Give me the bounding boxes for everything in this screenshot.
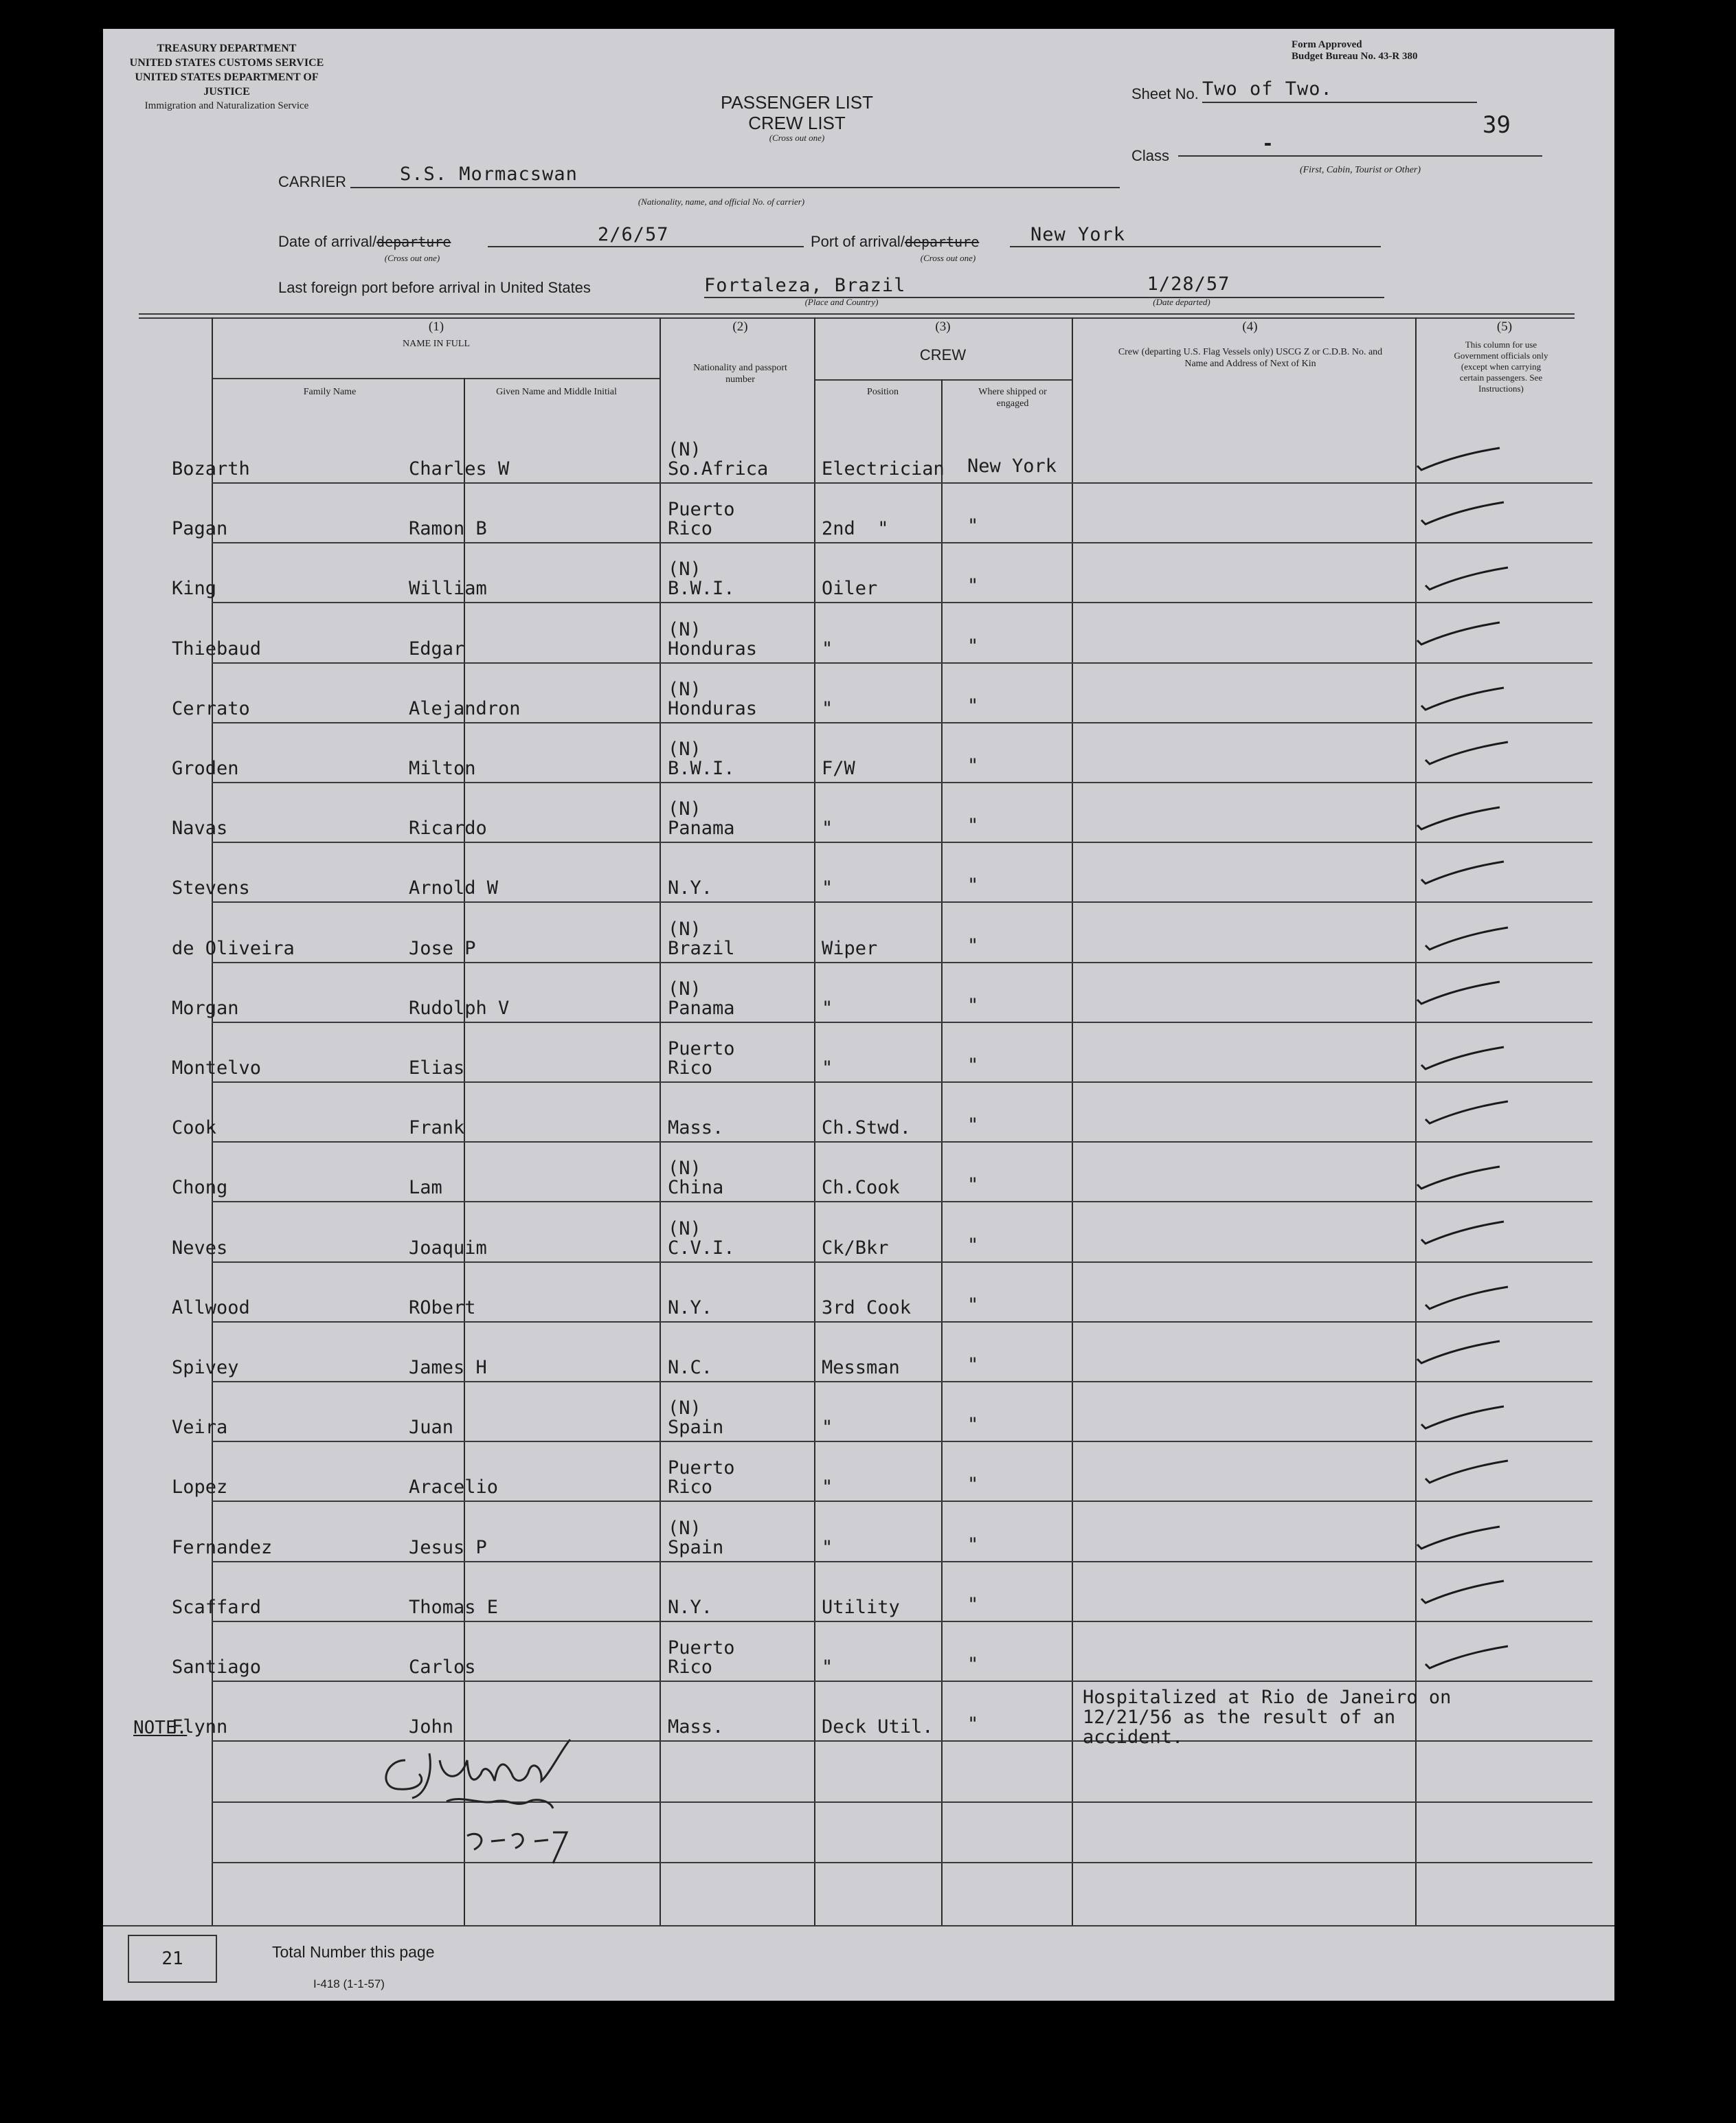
given-name-cell: Frank <box>409 1117 465 1139</box>
row-rule <box>212 1201 1592 1202</box>
checkmark-icon <box>1416 1397 1512 1438</box>
given-name-cell: Lam <box>409 1177 442 1199</box>
nationality-line-1: Puerto <box>668 1637 735 1659</box>
where-shipped-cell: " <box>967 1714 979 1736</box>
col-given-header: Given Name and Middle Initial <box>496 387 617 397</box>
carrier-note: (Nationality, name, and official No. of carrier) <box>638 196 805 207</box>
note-text <box>1083 1687 1451 1747</box>
family-name-cell: Santiago <box>172 1656 262 1678</box>
where-shipped-cell: " <box>967 1055 979 1076</box>
page-number: 39 <box>1483 111 1511 139</box>
col3-number: (3) <box>935 319 951 334</box>
nationality-line-1: (N) <box>668 559 701 581</box>
nationality-line-2: Brazil <box>668 937 735 959</box>
agency-line-4: Immigration and Naturalization Service <box>144 100 309 111</box>
position-cell: Wiper <box>822 937 878 959</box>
given-name-cell: William <box>409 578 487 600</box>
col-where-header: Where shipped or engaged <box>978 387 1047 409</box>
row-rule <box>212 1501 1592 1502</box>
family-name-cell: Pagan <box>172 518 228 540</box>
nationality-line-1: (N) <box>668 978 701 1000</box>
position-cell: 2nd " <box>822 518 889 540</box>
position-cell: Electrician <box>822 458 945 480</box>
given-name-cell: Edgar <box>409 638 465 660</box>
nationality-line-1: Puerto <box>668 1457 735 1479</box>
position-cell: " <box>822 1656 833 1678</box>
row-rule <box>212 1081 1592 1083</box>
agency-line-3: UNITED STATES DEPARTMENT OF JUSTICE <box>135 71 319 98</box>
note-line-3: accident. <box>1083 1727 1184 1748</box>
where-shipped-cell: " <box>967 1354 979 1375</box>
note-line-1: Hospitalized at Rio de Janeiro on <box>1083 1687 1452 1708</box>
title-note: (Cross out one) <box>769 133 825 143</box>
given-name-cell: Jesus P <box>409 1536 487 1558</box>
nationality-line-2: B.W.I. <box>668 758 735 779</box>
col5-title: This column for use Government officials only (except when carrying certain passengers. See Instructions) <box>1454 339 1548 394</box>
where-shipped-cell: " <box>967 875 979 897</box>
checkmark-icon <box>1420 1277 1516 1318</box>
position-cell: Oiler <box>822 578 878 600</box>
where-shipped-cell: " <box>967 1474 979 1496</box>
checkmark-icon <box>1420 1097 1516 1138</box>
row-rule <box>212 722 1592 723</box>
checkmark-icon <box>1412 618 1508 660</box>
checkmark-icon <box>1416 1217 1512 1259</box>
nationality-line-1: (N) <box>668 798 701 820</box>
family-name-cell: Navas <box>172 818 228 840</box>
sheet-label: Sheet No. <box>1131 85 1199 102</box>
row-rule <box>212 482 1592 484</box>
family-name-cell: de Oliveira <box>172 937 295 959</box>
col2-number: (2) <box>732 319 748 334</box>
given-name-cell: Elias <box>409 1057 465 1079</box>
family-name-cell: Morgan <box>172 997 239 1019</box>
nationality-line-2: B.W.I. <box>668 578 735 600</box>
family-name-cell: Bozarth <box>172 458 250 480</box>
date-departure-struck: departure <box>376 234 451 250</box>
row-rule <box>212 1321 1592 1323</box>
position-cell: " <box>822 1417 833 1439</box>
nationality-line-2: Spain <box>668 1536 724 1558</box>
position-cell: " <box>822 697 833 719</box>
col4-title: Crew (departing U.S. Flag Vessels only) USCG Z or C.D.B. No. and Name and Address of Next of Kin <box>1118 347 1383 369</box>
carrier-label: CARRIER <box>278 173 347 190</box>
family-name-cell: Neves <box>172 1237 228 1259</box>
total-label: Total Number this page <box>272 1943 435 1961</box>
checkmark-icon <box>1420 738 1516 779</box>
note-label: NOTE. <box>133 1718 188 1738</box>
nationality-line-1: (N) <box>668 678 701 700</box>
where-shipped-cell: " <box>967 815 979 837</box>
given-name-cell: Ramon B <box>409 518 487 540</box>
checkmark-icon <box>1420 918 1516 959</box>
col-position-header: Position <box>867 387 899 397</box>
title-crew-list: CREW LIST <box>748 113 846 133</box>
given-name-cell: Milton <box>409 758 476 779</box>
date-arrival-label-text: Date of arrival/ <box>278 233 377 250</box>
row-rule <box>212 602 1592 603</box>
checkmark-icon <box>1416 857 1512 899</box>
given-name-cell: Carlos <box>409 1656 476 1678</box>
nationality-line-1: Puerto <box>668 1038 735 1059</box>
col-family-header: Family Name <box>303 387 357 397</box>
row-rule <box>212 782 1592 783</box>
where-shipped-cell: " <box>967 1654 979 1675</box>
form-approved-line-2: Budget Bureau No. 43-R 380 <box>1292 51 1418 62</box>
nationality-line-2: N.Y. <box>668 1596 713 1618</box>
row-rule <box>212 1681 1592 1682</box>
position-cell: F/W <box>822 758 855 779</box>
title-passenger-list: PASSENGER LIST <box>720 92 874 113</box>
nationality-line-2: Honduras <box>668 638 758 660</box>
position-cell: " <box>822 638 833 660</box>
position-cell: Ch.Cook <box>822 1177 900 1199</box>
family-name-cell: Lopez <box>172 1476 228 1498</box>
agency-line-1: TREASURY DEPARTMENT <box>157 43 297 54</box>
where-shipped-cell: " <box>967 1174 979 1196</box>
position-cell: " <box>822 1536 833 1558</box>
checkmark-icon <box>1412 1517 1508 1558</box>
nationality-line-2: N.Y. <box>668 1296 713 1318</box>
where-shipped-cell: " <box>967 755 979 776</box>
family-name-cell: Chong <box>172 1177 228 1199</box>
nationality-line-2: Honduras <box>668 697 758 719</box>
checkmark-icon <box>1412 978 1508 1019</box>
col1-number: (1) <box>428 319 444 334</box>
checkmark-icon <box>1412 1337 1508 1378</box>
family-name-cell: Fernandez <box>172 1536 273 1558</box>
family-name-cell: Allwood <box>172 1296 250 1318</box>
given-name-cell: Alejandron <box>409 697 521 719</box>
nationality-line-2: Rico <box>668 1476 713 1498</box>
row-rule <box>212 1441 1592 1442</box>
port-arrival-text: New York <box>1030 224 1126 245</box>
family-name-cell: Spivey <box>172 1357 239 1378</box>
nationality-line-2: C.V.I. <box>668 1237 735 1259</box>
row-rule <box>212 1022 1592 1023</box>
given-name-cell: Thomas E <box>409 1596 499 1618</box>
where-shipped-cell: " <box>967 1114 979 1136</box>
col2-title: Nationality and passport number <box>693 363 787 385</box>
where-shipped-cell: " <box>967 994 979 1016</box>
row-rule <box>212 901 1592 903</box>
date-arrival-note: (Cross out one) <box>384 253 440 263</box>
row-rule <box>212 842 1592 843</box>
nationality-line-2: So.Africa <box>668 458 769 480</box>
position-cell: " <box>822 997 833 1019</box>
given-name-cell: James H <box>409 1357 487 1378</box>
checkmark-icon <box>1416 678 1512 719</box>
where-shipped-cell: " <box>967 934 979 956</box>
family-name-cell: Flynn <box>172 1716 228 1738</box>
given-name-cell: Jose P <box>409 937 476 959</box>
nationality-line-1: Puerto <box>668 499 735 521</box>
row-rule <box>212 1561 1592 1562</box>
family-name-cell: Veira <box>172 1417 228 1439</box>
given-name-cell: Ricardo <box>409 818 487 840</box>
where-shipped-cell: " <box>967 1294 979 1316</box>
checkmark-icon <box>1416 1037 1512 1079</box>
nationality-line-1: (N) <box>668 618 701 640</box>
row-rule <box>212 1261 1592 1263</box>
family-name-cell: Scaffard <box>172 1596 262 1618</box>
total-value: 21 <box>161 1948 183 1969</box>
where-shipped-cell: " <box>967 515 979 537</box>
where-shipped-cell: " <box>967 695 979 717</box>
total-box <box>128 1935 217 1983</box>
family-name-cell: King <box>172 578 217 600</box>
last-port-date-note: (Date departed) <box>1153 297 1210 307</box>
where-shipped-cell: " <box>967 635 979 657</box>
col4-number: (4) <box>1242 319 1258 334</box>
nationality-line-2: Panama <box>668 997 735 1019</box>
position-cell: 3rd Cook <box>822 1296 912 1318</box>
nationality-line-2: Rico <box>668 1656 713 1678</box>
nationality-line-1: (N) <box>668 1158 701 1180</box>
last-port-note: (Place and Country) <box>804 297 879 307</box>
port-arrival-note: (Cross out one) <box>920 253 976 263</box>
family-name-cell: Stevens <box>172 877 250 899</box>
col1-title: NAME IN FULL <box>403 339 470 349</box>
nationality-line-2: China <box>668 1177 724 1199</box>
row-rule <box>212 1621 1592 1622</box>
position-cell: Deck Util. <box>822 1716 934 1738</box>
family-name-cell: Thiebaud <box>172 638 262 660</box>
date-arrival-text: 2/6/57 <box>598 224 669 245</box>
nationality-line-1: (N) <box>668 1217 701 1239</box>
inspector-signature <box>378 1733 598 1870</box>
position-cell: Utility <box>822 1596 900 1618</box>
checkmark-icon <box>1416 498 1512 539</box>
family-name-cell: Montelvo <box>172 1057 262 1079</box>
nationality-line-2: Mass. <box>668 1117 724 1139</box>
note-line-2: 12/21/56 as the result of an <box>1083 1707 1396 1728</box>
given-name-cell: John <box>409 1716 454 1738</box>
nationality-line-2: Rico <box>668 1057 713 1079</box>
where-shipped-cell: " <box>967 1593 979 1615</box>
checkmark-icon <box>1420 558 1516 599</box>
position-cell: Ck/Bkr <box>822 1237 889 1259</box>
given-name-cell: Arnold W <box>409 877 499 899</box>
given-name-cell: Charles W <box>409 458 510 480</box>
checkmark-icon <box>1420 1637 1516 1678</box>
class-label: Class <box>1131 147 1170 164</box>
sheet-value-text: Two of Two. <box>1202 78 1333 100</box>
last-port-text: Fortaleza, Brazil <box>704 275 906 296</box>
position-cell: Messman <box>822 1357 900 1378</box>
last-port-date-text: 1/28/57 <box>1147 273 1230 295</box>
nationality-line-2: N.Y. <box>668 877 713 899</box>
port-departure-struck: departure <box>904 234 980 250</box>
row-rule <box>212 1381 1592 1382</box>
nationality-line-2: Spain <box>668 1417 724 1439</box>
where-shipped-cell: " <box>967 1414 979 1436</box>
given-name-cell: Aracelio <box>409 1476 499 1498</box>
family-name-cell: Cerrato <box>172 697 250 719</box>
position-cell: Ch.Stwd. <box>822 1117 912 1139</box>
given-name-cell: Rudolph V <box>409 997 510 1019</box>
crew-list-form <box>103 29 1614 2001</box>
last-port-label: Last foreign port before arrival in United States <box>278 279 591 296</box>
nationality-line-1: (N) <box>668 439 701 460</box>
carrier-value-text: S.S. Mormacswan <box>400 164 578 185</box>
given-name-cell: Joaquim <box>409 1237 487 1259</box>
position-cell: " <box>822 818 833 840</box>
where-shipped-cell: " <box>967 1534 979 1555</box>
family-name-cell: Groden <box>172 758 239 779</box>
nationality-line-1: (N) <box>668 739 701 760</box>
checkmark-icon <box>1416 1577 1512 1618</box>
position-cell: " <box>822 877 833 899</box>
row-rule <box>212 962 1592 963</box>
agency-line-2: UNITED STATES CUSTOMS SERVICE <box>129 57 324 69</box>
row-rule <box>212 542 1592 543</box>
col5-number: (5) <box>1496 319 1513 334</box>
class-value-text: - <box>1262 132 1274 155</box>
nationality-line-2: Rico <box>668 518 713 540</box>
nationality-line-2: N.C. <box>668 1357 713 1378</box>
given-name-cell: RObert <box>409 1296 476 1318</box>
port-arrival-label-text: Port of arrival/ <box>811 233 905 250</box>
nationality-line-1: (N) <box>668 1517 701 1539</box>
class-note: (First, Cabin, Tourist or Other) <box>1299 165 1421 175</box>
checkmark-icon <box>1412 798 1508 839</box>
row-rule <box>212 1141 1592 1143</box>
row-rule <box>212 662 1592 664</box>
family-name-cell: Cook <box>172 1117 217 1139</box>
where-shipped-cell: New York <box>967 456 1057 477</box>
checkmark-icon <box>1412 1157 1508 1198</box>
form-approved-line-1: Form Approved <box>1292 39 1362 50</box>
nationality-line-1: (N) <box>668 1397 701 1419</box>
nationality-line-1: (N) <box>668 918 701 940</box>
given-name-cell: Juan <box>409 1417 454 1439</box>
nationality-line-2: Panama <box>668 818 735 840</box>
nationality-line-2: Mass. <box>668 1716 724 1738</box>
checkmark-icon <box>1412 438 1508 480</box>
position-cell: " <box>822 1057 833 1079</box>
form-number: I-418 (1-1-57) <box>313 1977 385 1990</box>
table-bottom-rule <box>103 1925 1614 1927</box>
where-shipped-cell: " <box>967 575 979 597</box>
position-cell: " <box>822 1476 833 1498</box>
col3-title: CREW <box>919 346 967 363</box>
checkmark-icon <box>1420 1457 1516 1498</box>
where-shipped-cell: " <box>967 1234 979 1256</box>
